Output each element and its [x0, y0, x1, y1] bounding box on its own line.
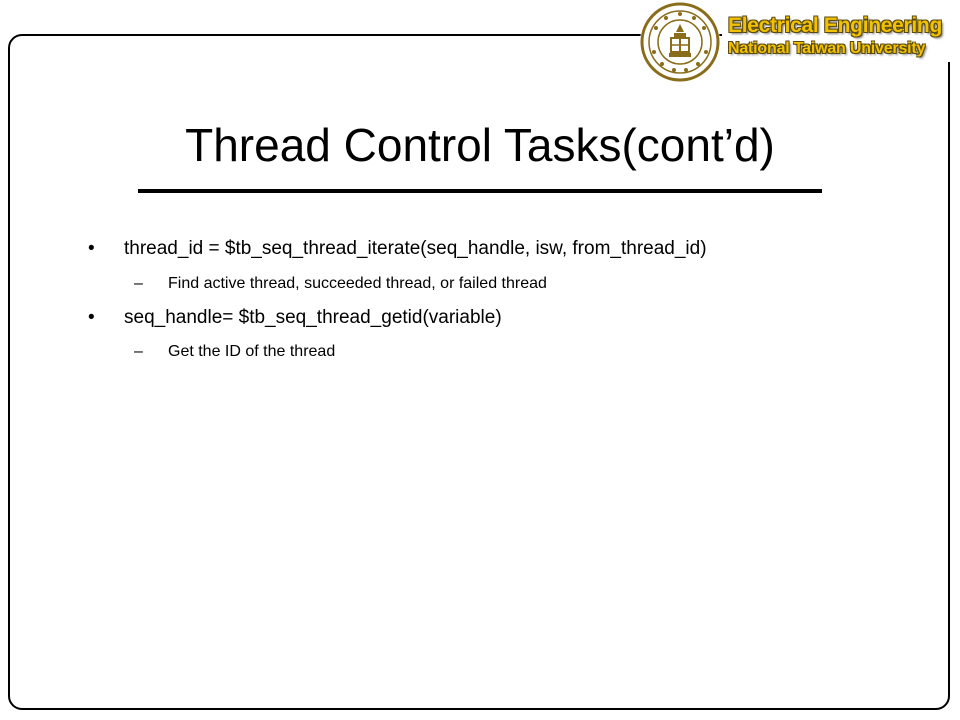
sub-bullet-marker: –: [134, 343, 143, 360]
bullet-item: [88, 238, 707, 260]
slide-title: Thread Control Tasks(cont’d): [185, 119, 775, 171]
bullet-marker: •: [88, 307, 95, 328]
bullet-text: thread_id = $tb_seq_thread_iterate(seq_handle, isw, from_thread_id): [124, 238, 707, 259]
sub-bullet-text: Get the ID of the thread: [168, 343, 336, 360]
sub-bullet-item: [134, 275, 547, 293]
bullet-item: [88, 307, 502, 329]
bullet-text: seq_handle= $tb_seq_thread_getid(variable): [124, 307, 502, 328]
sub-bullet-text: Find active thread, succeeded thread, or failed thread: [168, 275, 547, 292]
department-name: Electrical Engineering: [728, 14, 942, 37]
sub-bullet-marker: –: [134, 275, 143, 292]
bullet-marker: •: [88, 238, 95, 259]
university-name: National Taiwan University: [728, 40, 926, 57]
sub-bullet-item: [134, 343, 335, 361]
